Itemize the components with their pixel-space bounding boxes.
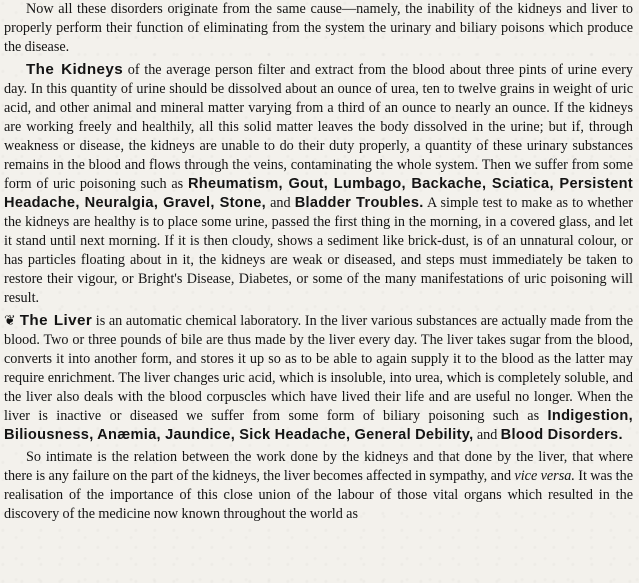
fleuron-icon: ❦ [4,313,16,329]
kidney-ailments-end: Bladder Troubles. [294,195,424,211]
kidney-and-word: and [266,195,295,211]
liver-heading: The Liver [19,312,93,329]
relation-paragraph [4,448,633,524]
relation-text-b: It was the realisation of the importance of this close union of the labour of those vital organs which resulted in the discovery of the medicine now known throughout the world as [4,468,633,522]
intro-text: Now all these disorders originate from the same cause—namely, the inability of the kidneys and liver to properly perform their function of eliminating from the system the urinary and biliary poisons which produce the disease. [4,1,633,55]
intro-paragraph [4,0,633,57]
kidneys-heading: The Kidneys [26,61,124,78]
kidneys-text-a: of the average person filter and extract from the blood about three pints of urine every day. In this quantity of urine should be dissolved about an ounce of urea, ten to twelve grains in weight of uric acid, and other animal and mineral matter varying from a third of an ounce to nearly an ounce. If the kidneys are working freely and healthily, all this solid matter leaves the body dissolved in the urine; but if, through weakness or disease, the kidneys are unable to do their duty properly, a quantity of these urinary substances remains in the blood and flows through the veins, contaminating the whole system. Then we suffer from some form of uric poisoning such as [4,62,633,192]
kidneys-text-b: A simple test to make as to whether the kidneys are healthy is to place some urine, passed the first thing in the morning, in a covered glass, and let it stand until next morning. If it is then cloudy, shows a sediment like brick-dust, is of an unnatural colour, or has particles floating about in it, the kidneys are weak or diseased, and steps must immediately be taken to restore their vigour, or Bright's Disease, Diabetes, or some of the many manifestations of uric poisoning will result. [4,195,633,306]
relation-italic: vice versa. [514,468,575,484]
liver-paragraph [4,311,633,445]
liver-text-a: is an automatic chemical laboratory. In the liver various substances are actually made from the blood. Two or three pounds of bile are thus made by the liver every day. The liver takes sugar from the blood, converts it into another form, and stores it up so as to be able to again supply it to the blood as the latter may require enrichment. The liver changes uric acid, which is insoluble, into urea, which is completely soluble, and the liver also deals with the blood corpuscles which have lived their life and are useful no longer. When the liver is inactive or diseased we suffer from some form of biliary poisoning such as [4,313,633,424]
kidney-ailments-list: Rheumatism, Gout, Lumbago, Backache, Sciatica, Persistent Headache, Neuralgia, Gravel, Stone, [4,176,633,211]
kidneys-paragraph [4,60,633,308]
liver-ailments-list: Indigestion, Biliousness, Anæmia, Jaundice, Sick Headache, General Debility, [4,408,633,443]
relation-text-a: So intimate is the relation between the work done by the kidneys and that done by the liver, that where there is any failure on the part of the kidneys, the liver becomes affected in sympathy, and [4,449,633,484]
liver-ailments-end: Blood Disorders. [500,427,623,443]
liver-and-word: and [473,427,501,443]
